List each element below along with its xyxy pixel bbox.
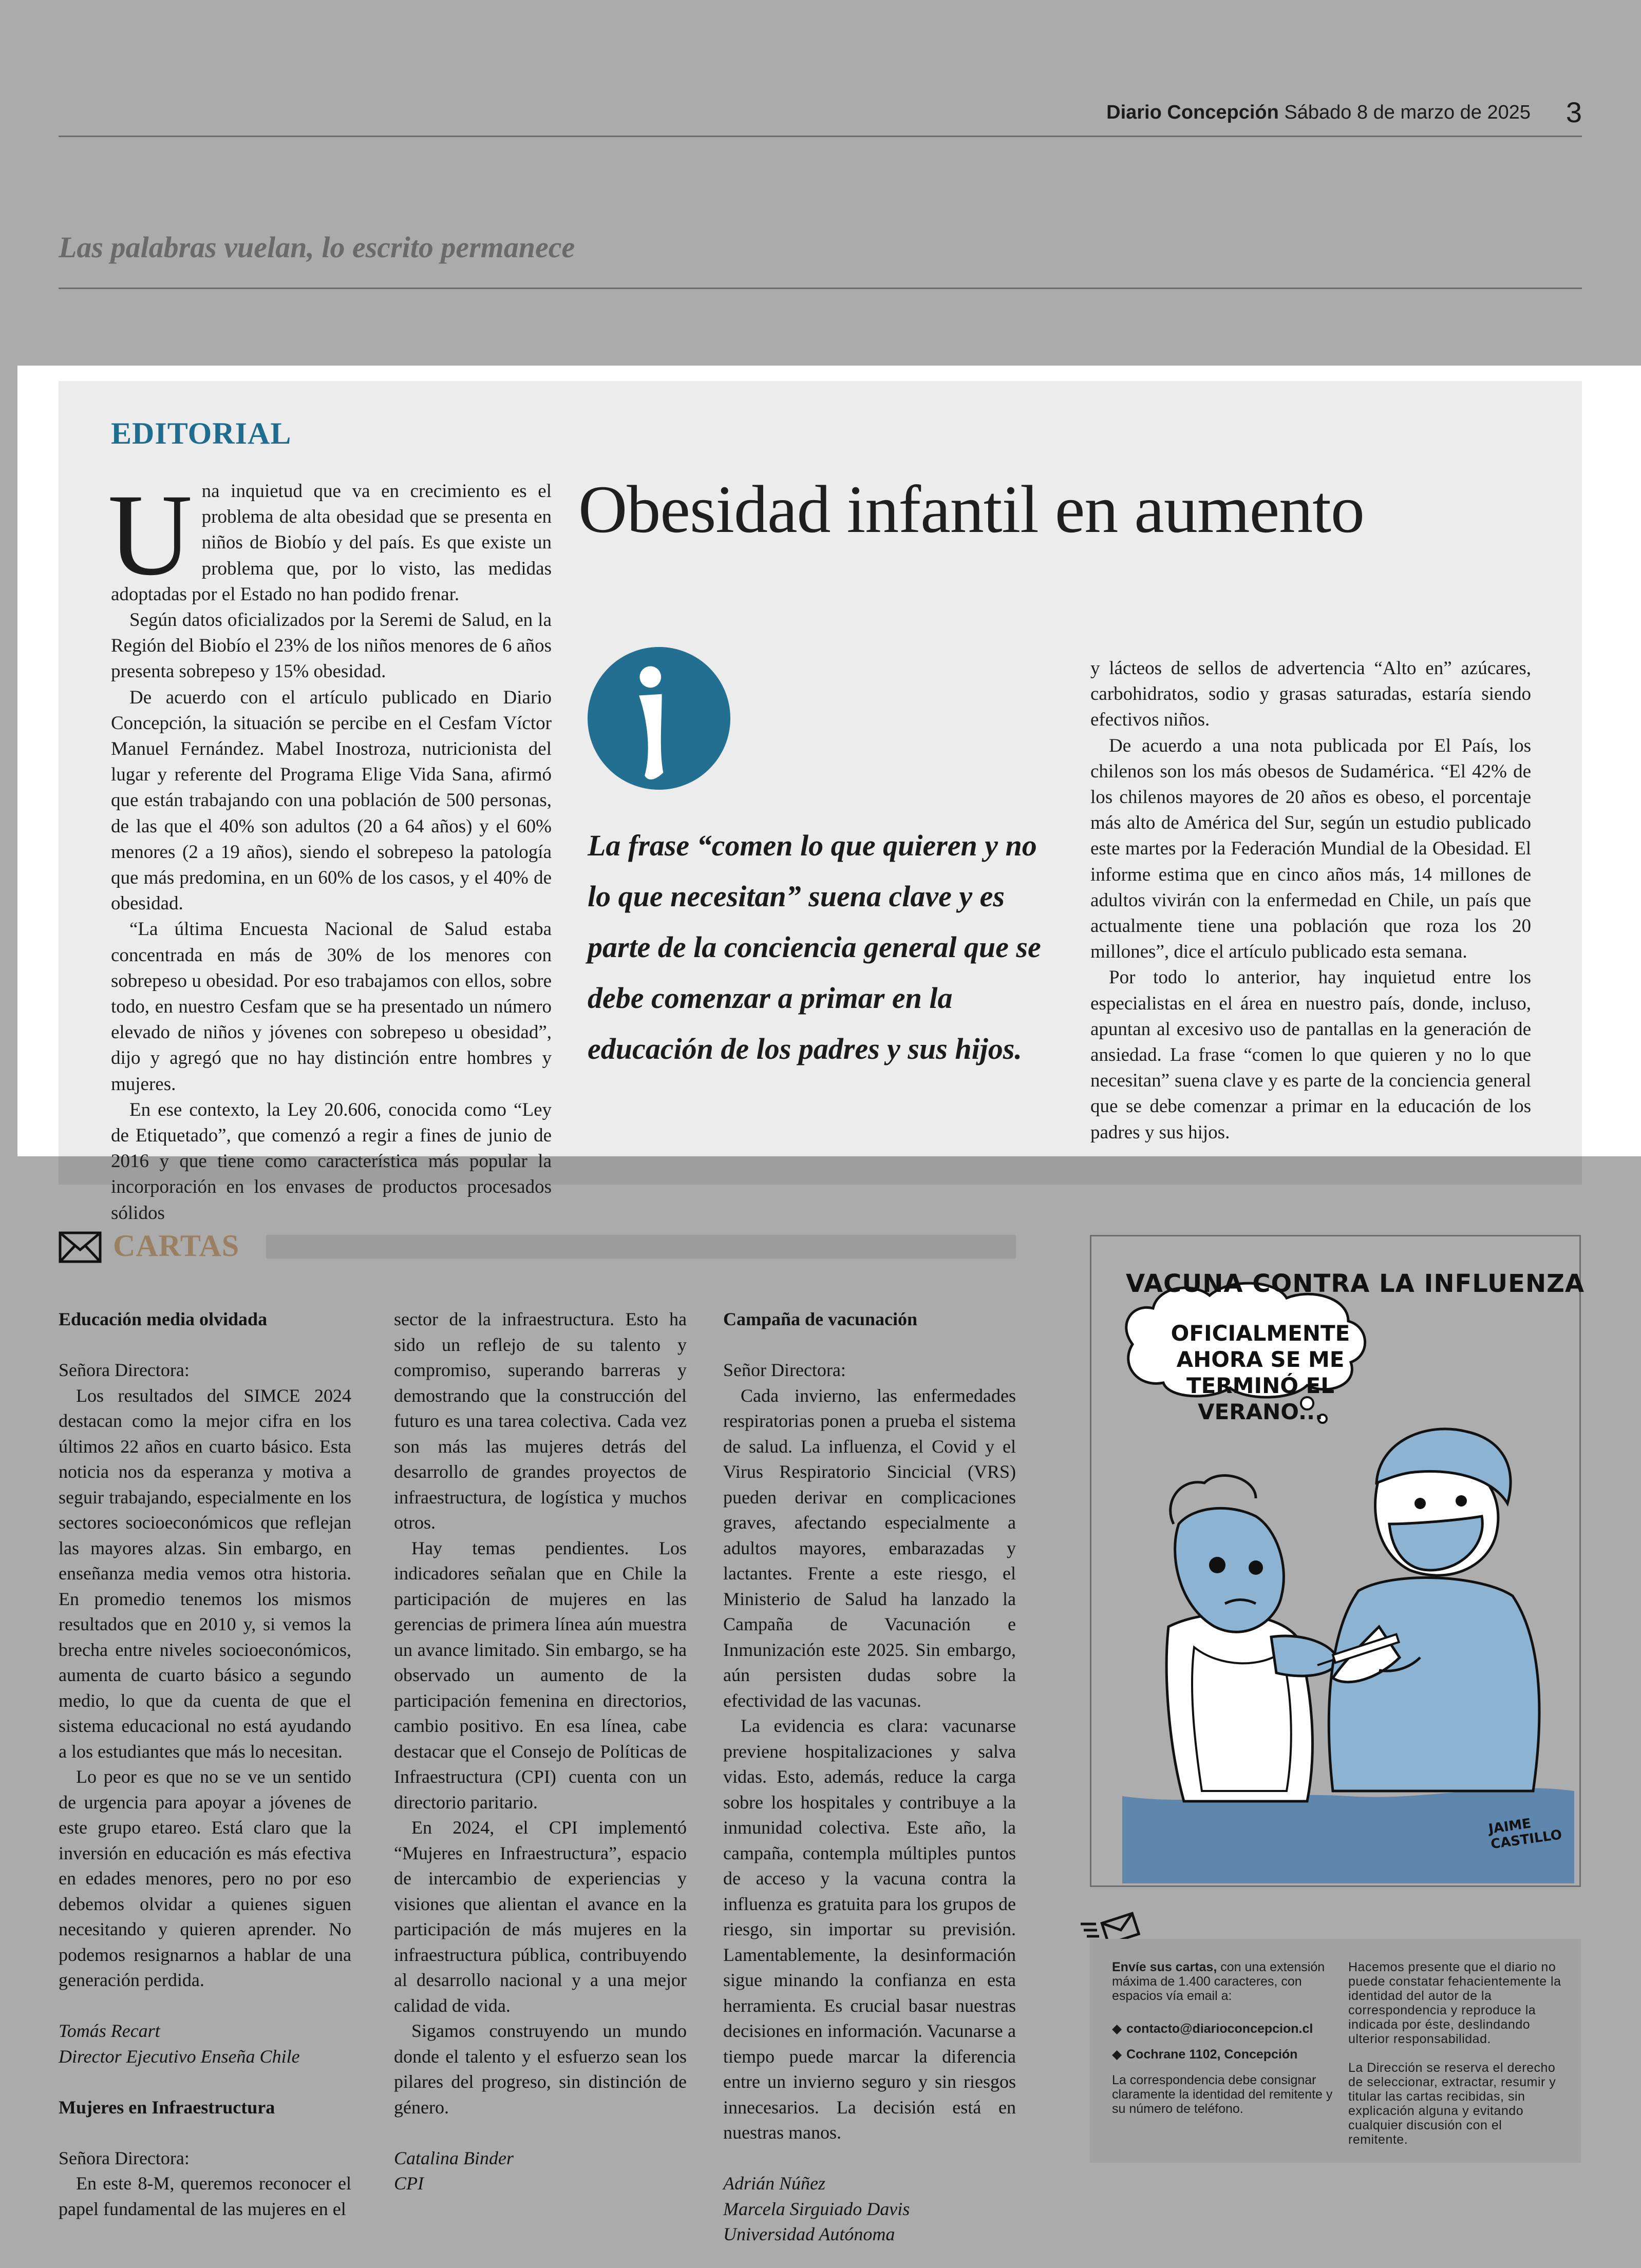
send-instructions xyxy=(1112,1960,1341,2116)
letter-signature-line: Marcela Sirguiado Davis xyxy=(723,2198,910,2219)
letter-salutation: Señora Directora: xyxy=(59,2147,190,2168)
letters-column-1 xyxy=(59,1307,351,2222)
letter-title: Campaña de vacunación xyxy=(723,1309,918,1329)
contact-email[interactable]: contacto@diarioconcepcion.cl xyxy=(1126,2022,1313,2036)
page-number: 3 xyxy=(1565,96,1582,128)
editorial-column-3 xyxy=(1090,656,1531,1146)
section-motto: Las palabras vuelan, lo escrito permanece xyxy=(59,231,575,264)
editorial-paragraph: De acuerdo con el artículo publicado en Diario Concepción, la situación se percibe en el Cesfam Víctor Manuel Fernández. Mabel Inostroza, nutricionista del lugar y referente del Programa Elige Vida Sana, afirmó que están trabajando con una población de 500 personas, de las que el 40% son adultos (20 a 64 años) y el 60% menores (2 a 19 años), siendo el sobrepeso la patología que más predomina, en un 60% de los casos, y el 40% de obesidad. xyxy=(111,687,552,914)
letter-title: Mujeres en Infraestructura xyxy=(59,2097,275,2118)
diamond-bullet-icon: ◆ xyxy=(1112,2047,1122,2062)
disclaimer-paragraph: Hacemos presente que el diario no puede constatar fehacientemente la identidad del autor de la correspondencia y reproduce la indicada por éste, deslindando ulterior responsabilidad. xyxy=(1348,1960,1561,2046)
cartoon-speech-bubble: OFICIALMENTE AHORA SE ME TERMINÓ EL VERANO... xyxy=(1171,1321,1350,1424)
send-intro-bold: Envíe sus cartas, xyxy=(1112,1960,1217,1974)
letter-signature-name: Adrián Núñez xyxy=(723,2173,826,2194)
send-letter-icon xyxy=(1077,1908,1140,1943)
disclaimer-paragraph: La Dirección se reserva el derecho de seleccionar, extractar, resumir y titular las cartas recibidas, sin explicación alguna y evitando cualquier discusión con el remitente. xyxy=(1348,2061,1556,2147)
letter-salutation: Señor Directora: xyxy=(723,1360,846,1380)
letter-signature-role: Director Ejecutivo Enseña Chile xyxy=(59,2046,300,2067)
letter-salutation: Señora Directora: xyxy=(59,1360,190,1380)
editorial-column-1 xyxy=(108,470,552,1226)
contact-address-row xyxy=(1112,2047,1341,2062)
editorial-first-text: na inquietud que va en crecimiento es el problema de alta obesidad que se presenta en niños de Biobío y del país. Es que existe un problema que, por lo visto, las medidas adoptadas por el Estado no han podido frenar. xyxy=(111,481,552,605)
editorial-title: Obesidad infantil en aumento xyxy=(578,471,1364,547)
letter-paragraph: En este 8-M, queremos reconocer el papel fundamental de las mujeres en el xyxy=(59,2173,351,2219)
letter-paragraph: La evidencia es clara: vacunarse previene hospitalizaciones y salva vidas. Esto, además, reduce la carga sobre los hospitales y contribuye a la inmunidad colectiva. Este año, la campaña, contempla múltiples puntos de acceso y la vacuna contra la influenza es gratuita para los grupos de riesgo, sin importar su previsión. Lamentablemente, la desinformación sigue minando la confianza en esta herramienta. Es crucial basar nuestras decisiones en información. Vacunarse a tiempo puede marcar la diferencia entre un invierno seguro y sin riesgos innecesarios. La decisión está en nuestras manos. xyxy=(723,1716,1016,2143)
letter-title: Educación media olvidada xyxy=(59,1309,268,1329)
cartoonist-signature: JAIME CASTILLO xyxy=(1487,1816,1563,1853)
editorial-paragraph: De acuerdo a una nota publicada por El País, los chilenos son los más obesos de Sudamérica. “El 42% de los chilenos mayores de 20 años es obeso, el porcentaje más alto de América del Sur, según un estudio publicado este martes por la Federación Mundial de la Obesidad. El informe estima que en cinco años más, 14 millones de adultos vivirán con la enfermedad en Chile, un país que actualmente tiene una población que roza los 20 millones”, dice el artículo publicado esta semana. xyxy=(1090,735,1531,963)
send-note-left: La correspondencia debe consignar claramente la identidad del remitente y su número de teléfono. xyxy=(1112,2073,1333,2116)
letter-signature-line: Universidad Autónoma xyxy=(723,2224,895,2244)
letter-paragraph: sector de la infraestructura. Esto ha sido un reflejo de su talento y compromiso, superando barreras y demostrando que la construcción del futuro es una tarea colectiva. Cada vez son más las mujeres detrás del desarrollo de grandes proyectos de infraestructura, de logística y muchos otros. xyxy=(394,1309,687,1533)
letters-column-2 xyxy=(394,1307,687,2197)
envelope-icon xyxy=(59,1231,102,1263)
letter-signature-name: Tomás Recart xyxy=(59,2021,160,2041)
header-divider xyxy=(59,136,1582,137)
publication-date: Sábado 8 de marzo de 2025 xyxy=(1284,102,1531,123)
newspaper-name: Diario Concepción xyxy=(1106,102,1279,123)
cartas-label: CARTAS xyxy=(113,1229,240,1263)
letter-paragraph: En 2024, el CPI implementó “Mujeres en Infraestructura”, espacio de intercambio de experiencias y visiones que alientan el avance en la participación de más mujeres en la infraestructura pública, contribuyendo al desarrollo nacional y a una mejor calidad de vida. xyxy=(394,1817,687,2016)
editorial-paragraph: Según datos oficializados por la Seremi de Salud, en la Región del Biobío el 23% de los niños menores de 6 años presenta sobrepeso y 15% obesidad. xyxy=(111,609,552,682)
editorial-paragraph: Por todo lo anterior, hay inquietud entre los especialistas en el área en nuestro país, donde, incluso, apuntan al excesivo uso de pantallas en la generación de ansiedad. La frase “comen lo que quieren y no lo que necesitan” suena clave y es parte de la conciencia general que se debe comenzar a primar en la educación de los padres y sus hijos. xyxy=(1090,967,1531,1143)
letter-signature-role: CPI xyxy=(394,2173,424,2194)
send-disclaimer xyxy=(1348,1960,1564,2147)
cartas-bar xyxy=(266,1235,1016,1259)
letter-paragraph: Lo peor es que no se ve un sentido de urgencia para apoyar a jóvenes de este grupo etareo. Está claro que la inversión en educación es más efectiva en edades menores, pero no por eso debemos olvidar a quienes siguen necesitando y quieren aprender. No podemos resignarnos a hablar de una generación perdida. xyxy=(59,1766,351,1990)
cartoon-title: VACUNA CONTRA LA INFLUENZA xyxy=(1126,1269,1585,1298)
contact-address: Cochrane 1102, Concepción xyxy=(1126,2047,1298,2062)
editorial-label: EDITORIAL xyxy=(111,416,292,450)
page-header xyxy=(1106,102,1531,124)
letters-column-3 xyxy=(723,1307,1016,2247)
letter-signature-name: Catalina Binder xyxy=(394,2147,514,2168)
letter-paragraph: Cada invierno, las enfermedades respiratorias ponen a prueba el sistema de salud. La influenza, el Covid y el Virus Respiratorio Sincicial (VRS) pueden derivar en complicaciones graves, afectando especialmente a adultos mayores, embarazadas y lactantes. Frente a este riesgo, el Ministerio de Salud ha lanzado la Campaña de Vacunación e Inmunización este 2025. Sin embargo, aún persisten dudas sobre la efectividad de las vacunas. xyxy=(723,1385,1016,1711)
motto-divider xyxy=(59,288,1582,289)
contact-email-row xyxy=(1112,2022,1341,2036)
letter-paragraph: Hay temas pendientes. Los indicadores señalan que en Chile la participación de mujeres en las gerencias de primera línea aún muestra un avance limitado. Sin embargo, se ha observado un aumento de la participación femenina en directorios, cambio positivo. En esa línea, cabe destacar que el Consejo de Políticas de Infraestructura (CPI) cuenta con un directorio paritario. xyxy=(394,1537,687,1813)
editorial-paragraph: y lácteos de sellos de advertencia “Alto en” azúcares, carbohidratos, sodio y grasas saturadas, estaría siendo efectivos niños. xyxy=(1090,658,1531,731)
letter-paragraph: Los resultados del SIMCE 2024 destacan como la mejor cifra en los últimos 22 años en cuarto básico. Esta noticia nos da esperanza y motiva a seguir trabajando, especialmente en los sectores socioeconómicos que reflejan las mayores alzas. Sin embargo, en enseñanza media vemos otra historia. En promedio tenemos los mismos resultados que en 2010 y, si vemos la brecha entre niveles socioeconómicos, aumenta de cuarto básico a segundo medio, lo que da cuenta de que el sistema educacional no está ayudando a los estudiantes que más lo necesitan. xyxy=(59,1385,351,1762)
letter-paragraph: Sigamos construyendo un mundo donde el talento y el esfuerzo sean los pilares del progreso, sin distinción de género. xyxy=(394,2021,687,2118)
editorial-first-paragraph xyxy=(108,470,552,607)
diamond-bullet-icon: ◆ xyxy=(1112,2022,1122,2036)
editorial-paragraph: En ese contexto, la Ley 20.606, conocida como “Ley de Etiquetado”, que comenzó a regir a fines de junio de 2016 y que tiene como característica más popular la incorporación en los envases de productos procesados sólidos xyxy=(111,1099,552,1224)
send-intro-text: con una extensión máxima de 1.400 caracteres, con espacios vía email a: xyxy=(1112,1960,1325,2003)
info-icon xyxy=(588,647,730,790)
editorial-paragraph: “La última Encuesta Nacional de Salud estaba concentrada en más de 30% de los menores con sobrepeso u obesidad. Por eso trabajamos con ellos, sobre todo, en nuestro Cesfam que se ha presentado un número elevado de niños y jóvenes con sobrepeso u obesidad”, dijo y agregó que no hay distinción entre hombres y mujeres. xyxy=(111,919,552,1095)
drop-cap: U xyxy=(108,470,193,600)
pull-quote: La frase “comen lo que quieren y no lo que necesitan” suena clave y es parte de la conciencia general que se debe comenzar a primar en la educación de los padres y sus hijos. xyxy=(588,829,1041,1065)
